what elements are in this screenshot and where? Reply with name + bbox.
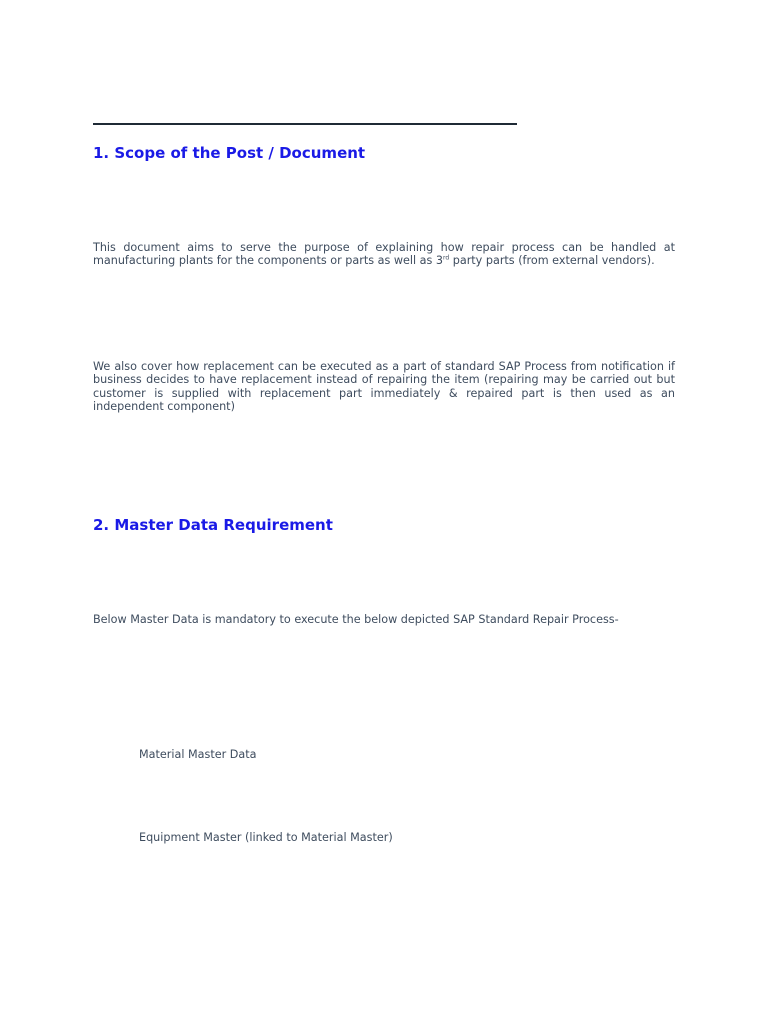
section-1-heading: 1. Scope of the Post / Document	[93, 144, 366, 162]
ordinal-superscript: rd	[443, 254, 450, 262]
section-2-intro: Below Master Data is mandatory to execute the below depicted SAP Standard Repair Process-	[93, 613, 619, 626]
paragraph-1-text: This document aims to serve the purpose of explaining how repair process can be handled at manufacturing plants for the components or parts as well as 3	[93, 241, 675, 268]
section-1-paragraph-1	[93, 241, 675, 268]
top-divider-rule	[93, 123, 517, 125]
list-item-equipment-master: Equipment Master (linked to Material Master)	[139, 831, 393, 844]
section-2-heading: 2. Master Data Requirement	[93, 516, 333, 534]
paragraph-1-text-end: party parts (from external vendors).	[449, 254, 655, 268]
list-item-material-master: Material Master Data	[139, 748, 257, 761]
section-1-paragraph-2: We also cover how replacement can be executed as a part of standard SAP Process from notification if business decides to have replacement instead of repairing the item (repairing may be carried out but customer is supplied with replacement part immediately & repaired part is then used as an independent component)	[93, 360, 675, 414]
